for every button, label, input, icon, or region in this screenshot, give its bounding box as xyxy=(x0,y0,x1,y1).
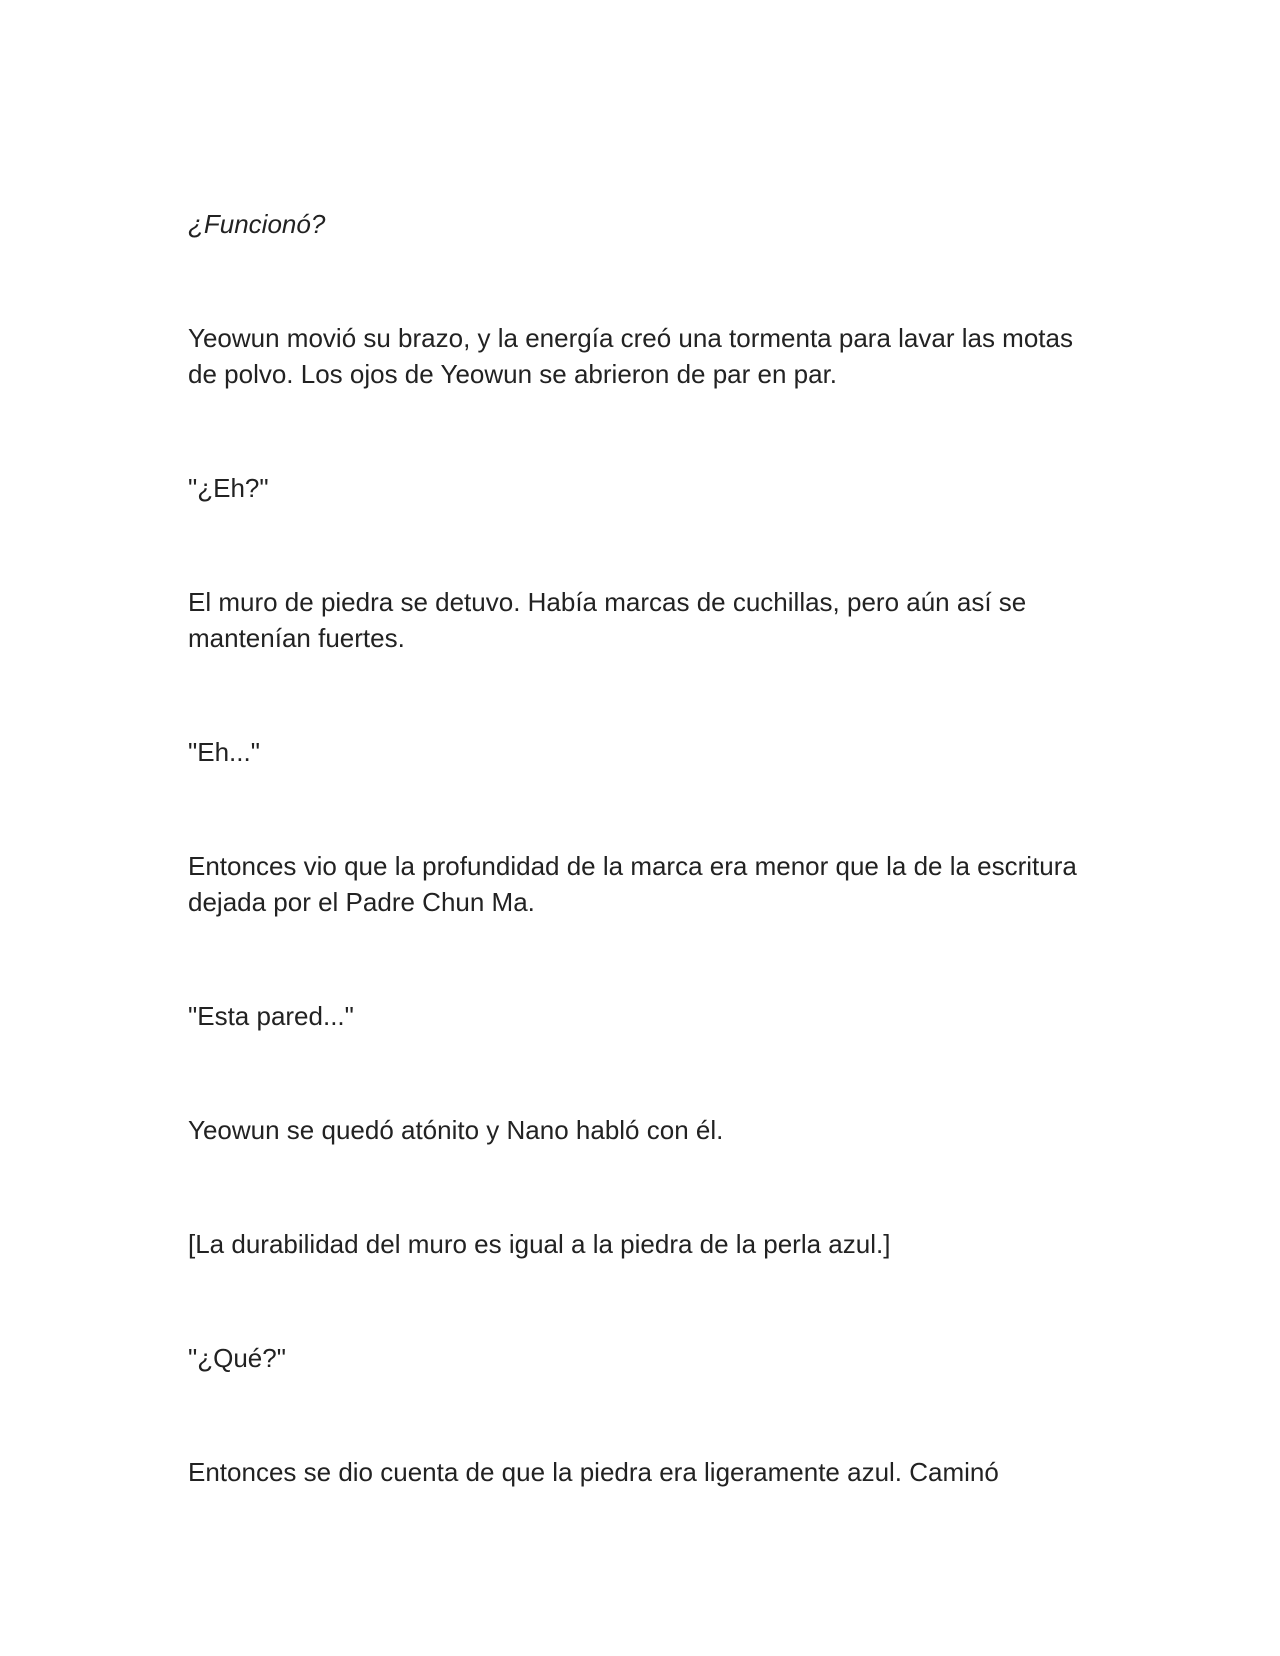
paragraph-8: Yeowun se quedó atónito y Nano habló con él. xyxy=(188,1115,724,1145)
paragraph-11: Entonces se dio cuenta de que la piedra era ligeramente azul. Caminó xyxy=(188,1457,999,1487)
paragraph-5: "Eh..." xyxy=(188,737,260,767)
paragraph-9: [La durabilidad del muro es igual a la piedra de la perla azul.] xyxy=(188,1229,891,1259)
paragraph-2: Yeowun movió su brazo, y la energía creó una tormenta para lavar las motas de polvo. Los ojos de Yeowun se abrieron de par en par. xyxy=(188,323,1073,389)
paragraph-6: Entonces vio que la profundidad de la marca era menor que la de la escritura dejada por el Padre Chun Ma. xyxy=(188,851,1077,917)
paragraph-1: ¿Funcionó? xyxy=(188,209,326,239)
paragraph-7: "Esta pared..." xyxy=(188,1001,354,1031)
paragraph-3: "¿Eh?" xyxy=(188,473,269,503)
paragraph-10: "¿Qué?" xyxy=(188,1343,286,1373)
paragraph-4: El muro de piedra se detuvo. Había marcas de cuchillas, pero aún así se mantenían fuertes. xyxy=(188,587,1027,653)
